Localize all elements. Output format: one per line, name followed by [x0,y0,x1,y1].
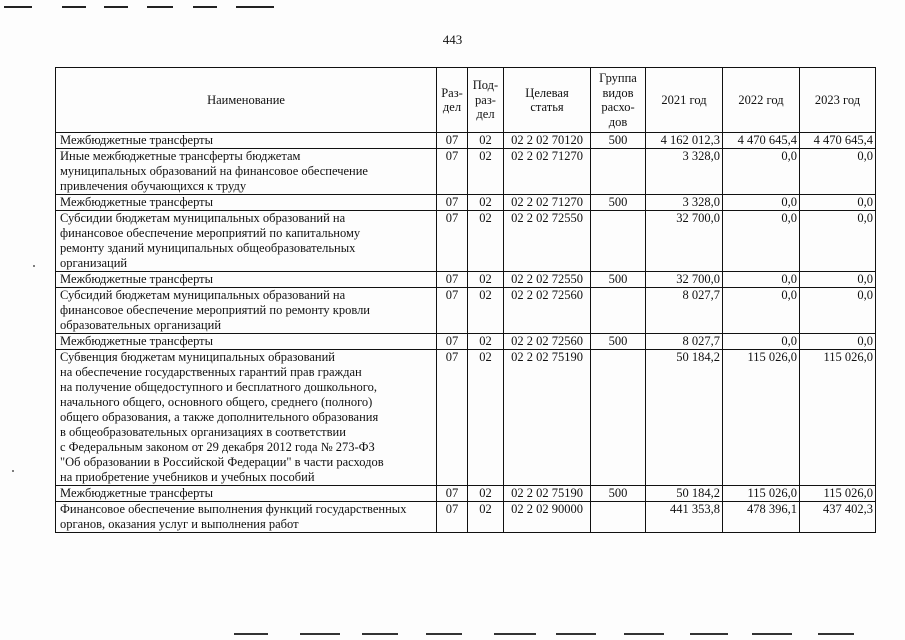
page-number: 443 [442,32,463,47]
row-name: Субсидии бюджетам муниципальных образований на финансовое обеспечение мероприятий по капитальному ремонту зданий муниципальных общеобразовательных организаций [56,211,437,272]
row-amount-2021: 3 328,0 [646,195,723,211]
row-amount-2021: 32 700,0 [646,272,723,288]
row-name: Иные межбюджетные трансферты бюджетам муниципальных образований на финансовое обеспечение привлечения обучающихся к труду [56,149,437,195]
table-row [56,350,876,486]
header-name: Наименование [56,68,437,133]
top-scan-mark [104,6,128,8]
row-amount-2022: 0,0 [723,334,800,350]
row-amount-2022: 0,0 [723,149,800,195]
table-row [56,211,876,272]
row-amount-2022: 0,0 [723,195,800,211]
row-expense-group: 500 [591,486,646,502]
table-row [56,272,876,288]
row-amount-2023: 0,0 [800,195,876,211]
row-expense-group [591,149,646,195]
row-subsection: 02 [468,334,504,350]
table-row [56,288,876,334]
table-header-row [56,68,876,133]
top-scan-mark [193,6,217,8]
row-subsection: 02 [468,133,504,149]
top-scan-mark [236,6,274,8]
row-section: 07 [437,486,468,502]
top-scan-mark [62,6,86,8]
table-row [56,486,876,502]
row-section: 07 [437,350,468,486]
row-amount-2023: 0,0 [800,334,876,350]
bottom-scan-mark [752,633,792,635]
bottom-scan-mark [624,633,664,635]
row-subsection: 02 [468,350,504,486]
bottom-scan-mark [556,633,596,635]
row-amount-2021: 32 700,0 [646,211,723,272]
row-section: 07 [437,288,468,334]
row-name: Субсидий бюджетам муниципальных образований на финансовое обеспечение мероприятий по ремонту кровли образовательных организаций [56,288,437,334]
table-body [56,133,876,533]
bottom-scan-mark [690,633,728,635]
row-target-article: 02 2 02 75190 [504,350,591,486]
row-amount-2021: 50 184,2 [646,350,723,486]
row-amount-2022: 0,0 [723,272,800,288]
row-expense-group: 500 [591,195,646,211]
header-target-article: Целевая статья [504,68,591,133]
row-subsection: 02 [468,272,504,288]
row-amount-2023: 0,0 [800,149,876,195]
header-subsection: Под- раз- дел [468,68,504,133]
row-section: 07 [437,133,468,149]
row-subsection: 02 [468,502,504,533]
row-amount-2021: 3 328,0 [646,149,723,195]
row-expense-group [591,350,646,486]
table-row [56,195,876,211]
table-row [56,502,876,533]
row-amount-2022: 0,0 [723,211,800,272]
row-name: Финансовое обеспечение выполнения функций государственных органов, оказания услуг и выполнения работ [56,502,437,533]
row-amount-2021: 8 027,7 [646,288,723,334]
row-amount-2022: 115 026,0 [723,486,800,502]
row-target-article: 02 2 02 72550 [504,272,591,288]
row-target-article: 02 2 02 71270 [504,149,591,195]
bottom-scan-mark [234,633,268,635]
row-amount-2023: 115 026,0 [800,486,876,502]
row-amount-2022: 478 396,1 [723,502,800,533]
bottom-scan-mark [300,633,340,635]
row-expense-group: 500 [591,334,646,350]
row-amount-2023: 437 402,3 [800,502,876,533]
row-amount-2021: 4 162 012,3 [646,133,723,149]
row-section: 07 [437,272,468,288]
row-target-article: 02 2 02 72560 [504,288,591,334]
budget-table [55,67,876,533]
row-name: Межбюджетные трансферты [56,334,437,350]
row-subsection: 02 [468,288,504,334]
top-scan-mark [4,6,32,8]
table-row [56,133,876,149]
header-year-2021: 2021 год [646,68,723,133]
row-name: Межбюджетные трансферты [56,133,437,149]
header-year-2023: 2023 год [800,68,876,133]
scan-dot [33,265,35,267]
row-expense-group [591,502,646,533]
row-amount-2023: 0,0 [800,211,876,272]
header-expense-group: Группа видов расхо- дов [591,68,646,133]
row-amount-2023: 115 026,0 [800,350,876,486]
top-scan-mark [147,6,173,8]
row-name: Межбюджетные трансферты [56,195,437,211]
row-section: 07 [437,502,468,533]
row-section: 07 [437,211,468,272]
bottom-scan-mark [426,633,462,635]
bottom-scan-mark [818,633,854,635]
row-subsection: 02 [468,211,504,272]
row-expense-group [591,211,646,272]
row-target-article: 02 2 02 71270 [504,195,591,211]
scan-dot [12,470,14,472]
row-target-article: 02 2 02 72560 [504,334,591,350]
row-expense-group: 500 [591,272,646,288]
row-target-article: 02 2 02 75190 [504,486,591,502]
row-target-article: 02 2 02 90000 [504,502,591,533]
row-subsection: 02 [468,195,504,211]
table-row [56,334,876,350]
row-amount-2021: 441 353,8 [646,502,723,533]
header-year-2022: 2022 год [723,68,800,133]
row-subsection: 02 [468,149,504,195]
row-subsection: 02 [468,486,504,502]
row-expense-group: 500 [591,133,646,149]
row-amount-2023: 4 470 645,4 [800,133,876,149]
row-name: Межбюджетные трансферты [56,486,437,502]
row-target-article: 02 2 02 70120 [504,133,591,149]
row-target-article: 02 2 02 72550 [504,211,591,272]
row-expense-group [591,288,646,334]
bottom-scan-mark [362,633,398,635]
header-section: Раз- дел [437,68,468,133]
row-amount-2023: 0,0 [800,288,876,334]
row-amount-2023: 0,0 [800,272,876,288]
row-name: Межбюджетные трансферты [56,272,437,288]
row-section: 07 [437,334,468,350]
row-amount-2022: 115 026,0 [723,350,800,486]
row-amount-2021: 50 184,2 [646,486,723,502]
row-name: Субвенция бюджетам муниципальных образований на обеспечение государственных гарантий прав граждан на получение общедоступного и бесплатного дошкольного, начального общего, основного общего, среднего (полного) общего образования, а также дополнительного образования в общеобразовательных организациях в соответствии с Федеральным законом от 29 декабря 2012 года № 273-ФЗ "Об образовании в Российской Федерации" в части расходов на приобретение учебников и учебных пособий [56,350,437,486]
bottom-scan-mark [494,633,536,635]
row-amount-2022: 0,0 [723,288,800,334]
row-amount-2021: 8 027,7 [646,334,723,350]
table-row [56,149,876,195]
row-amount-2022: 4 470 645,4 [723,133,800,149]
row-section: 07 [437,195,468,211]
row-section: 07 [437,149,468,195]
